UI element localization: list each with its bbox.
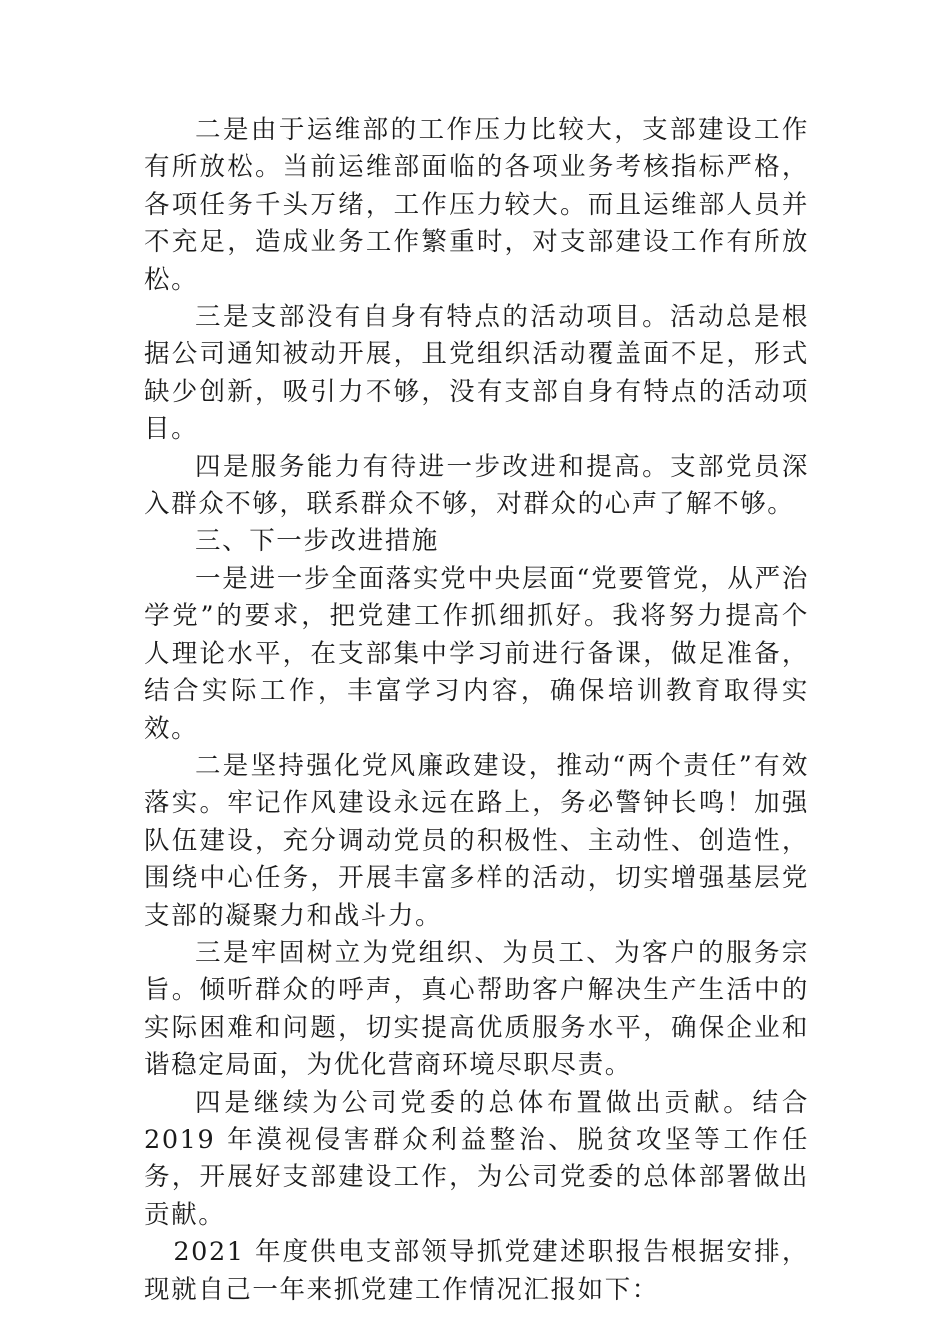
paragraph-problem-four: 四是服务能力有待进一步改进和提高。支部党员深入群众不够，联系群众不够，对群众的心声了解不够。 bbox=[144, 451, 809, 520]
paragraph-problem-two: 二是由于运维部的工作压力比较大，支部建设工作有所放松。当前运维部面临的各项业务考核指标严格，各项任务千头万绪，工作压力较大。而且运维部人员并不充足，造成业务工作繁重时，对支部建设工作有所放松。 bbox=[144, 115, 809, 295]
paragraph-problem-three: 三是支部没有自身有特点的活动项目。活动总是根据公司通知被动开展，且党组织活动覆盖面不足，形式缺少创新，吸引力不够，没有支部自身有特点的活动项目。 bbox=[144, 302, 809, 445]
paragraph-measure-three: 三是牢固树立为党组织、为员工、为客户的服务宗旨。倾听群众的呼声，真心帮助客户解决生产生活中的实际困难和问题，切实提高优质服务水平，确保企业和谐稳定局面，为优化营商环境尽职尽责。 bbox=[144, 937, 809, 1081]
paragraph-measure-two: 二是坚持强化党风廉政建设，推动“两个责任”有效落实。牢记作风建设永远在路上，务必警钟长鸣！加强队伍建设，充分调动党员的积极性、主动性、创造性，围绕中心任务，开展丰富多样的活动，切实增强基层党支部的凝聚力和战斗力。 bbox=[144, 750, 809, 931]
section-heading-next-steps: 三、下一步改进措施 bbox=[195, 526, 439, 557]
paragraph-measure-one: 一是进一步全面落实党中央层面“党要管党，从严治学党”的要求，把党建工作抓细抓好。我将努力提高个人理论水平，在支部集中学习前进行备课，做足准备，结合实际工作，丰富学习内容，确保培训教育取得实效。 bbox=[144, 563, 809, 744]
document-body bbox=[144, 112, 809, 1309]
paragraph-report-intro: 2021 年度供电支部领导抓党建述职报告根据安排，现就自己一年来抓党建工作情况汇报如下： bbox=[144, 1237, 809, 1305]
paragraph-measure-four: 四是继续为公司党委的总体布置做出贡献。结合 2019 年漠视侵害群众利益整治、脱贫攻坚等工作任务，开展好支部建设工作，为公司党委的总体部署做出贡献。 bbox=[144, 1087, 809, 1230]
